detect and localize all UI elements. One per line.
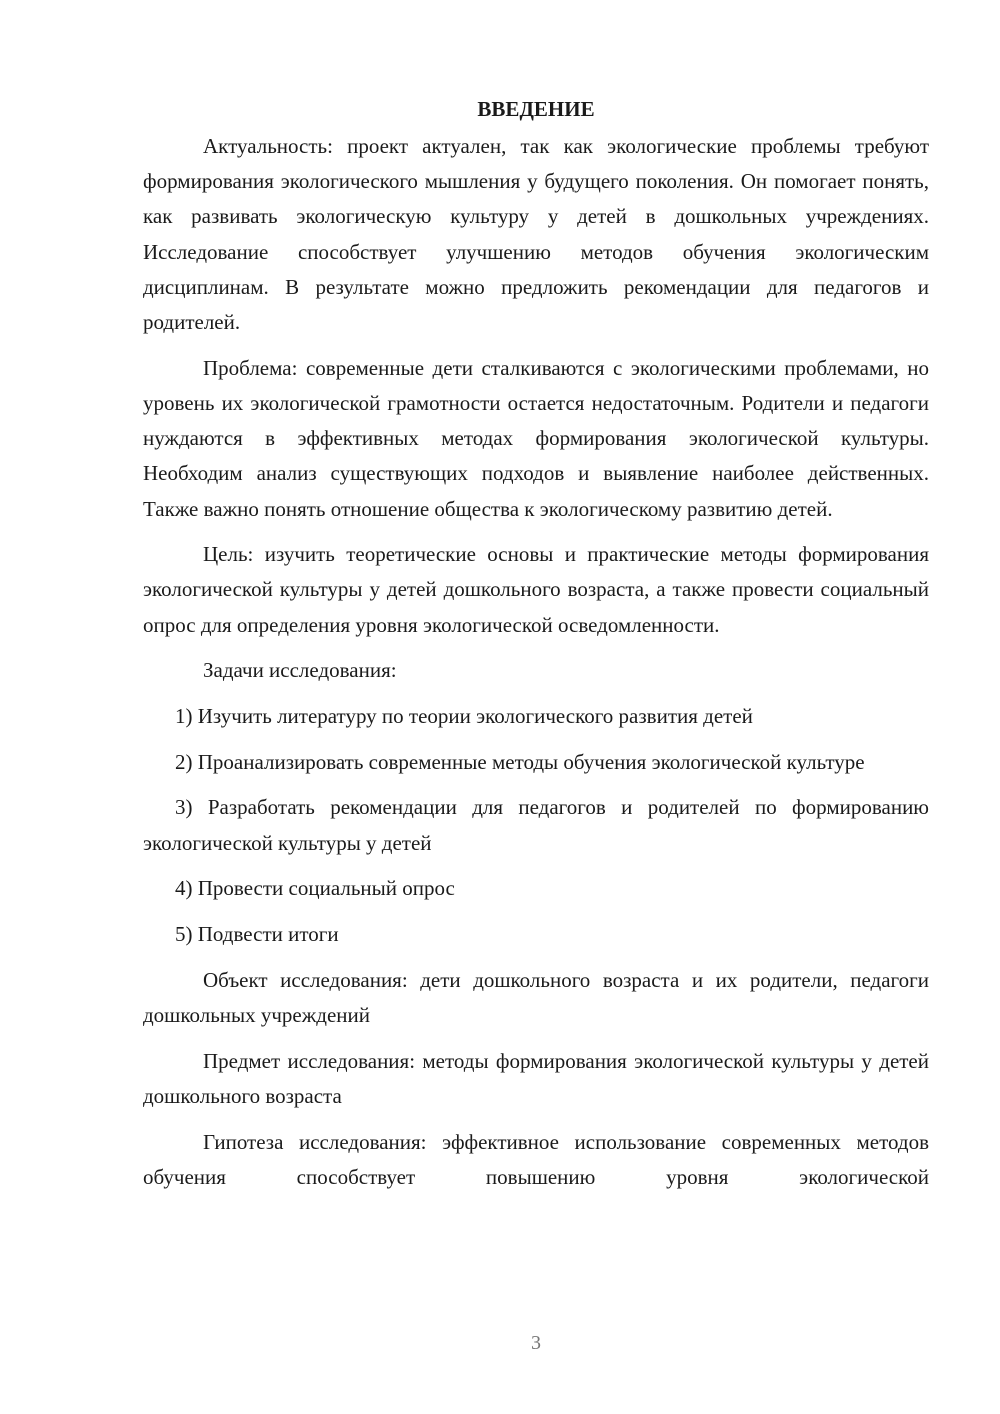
paragraph-hypothesis: Гипотеза исследования: эффективное использование современных методов обучения способствует повышению уровня экологической	[143, 1129, 929, 1189]
task-item: 3) Разработать рекомендации для педагогов и родителей по формированию экологической культуры у детей	[143, 795, 929, 855]
section-title: ВВЕДЕНИЕ	[477, 97, 595, 121]
page-number: 3	[531, 1332, 541, 1354]
task-item: 1) Изучить литературу по теории экологического развития детей	[175, 704, 753, 729]
paragraph-goal: Цель: изучить теоретические основы и практические методы формирования экологической культуры у детей дошкольного возраста, а также провести социальный опрос для определения уровня экологической осведомленности.	[143, 542, 929, 637]
paragraph-tasks-heading: Задачи исследования:	[203, 658, 397, 683]
paragraph-relevance: Актуальность: проект актуален, так как экологические проблемы требуют формирования экологического мышления у будущего поколения. Он помогает понять, как развивать экологическую культуру у детей в дошкольных учреждениях. Исследование способствует улучшению методов обучения экологическим дисциплинам. В результате можно предложить рекомендации для педагогов и родителей.	[143, 134, 929, 335]
task-item: 5) Подвести итоги	[175, 922, 339, 947]
paragraph-object: Объект исследования: дети дошкольного возраста и их родители, педагоги дошкольных учреждений	[143, 967, 929, 1027]
document-page	[143, 92, 929, 1195]
paragraph-subject: Предмет исследования: методы формирования экологической культуры у детей дошкольного возраста	[143, 1048, 929, 1108]
task-item: 4) Провести социальный опрос	[175, 876, 455, 901]
paragraph-problem: Проблема: современные дети сталкиваются с экологическими проблемами, но уровень их экологической грамотности остается недостаточным. Родители и педагоги нуждаются в эффективных методах формирования экологической культуры. Необходим анализ существующих подходов и выявление наиболее действенных. Также важно понять отношение общества к экологическому развитию детей.	[143, 355, 929, 521]
task-item: 2) Проанализировать современные методы обучения экологической культуре	[175, 749, 865, 774]
